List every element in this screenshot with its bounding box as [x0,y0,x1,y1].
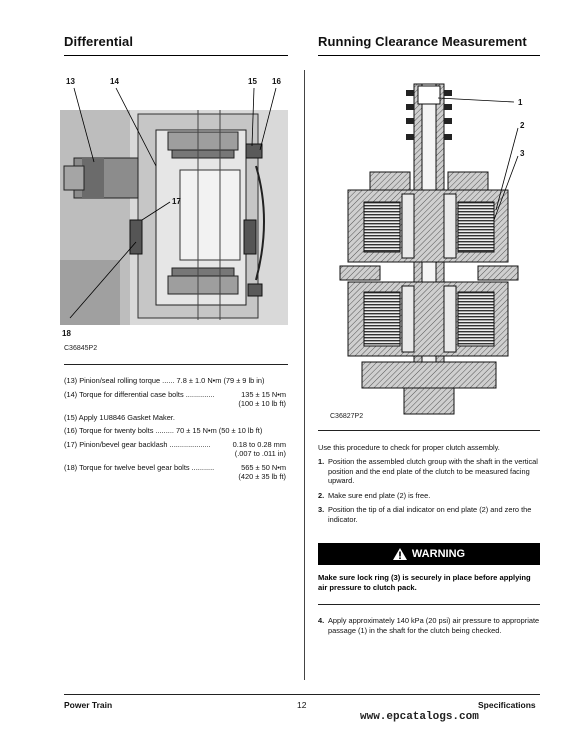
step-4-number: 4. [318,616,325,625]
step-2-text: Make sure end plate (2) is free. [328,490,431,500]
spec-18-label: (18) Torque for twelve bevel gear bolts ........... [64,462,215,472]
step-4-text: Apply approximately 140 kPa (20 psi) air pressure to appropriate passage (1) in the shaft for the clutch being checked. [328,616,540,635]
clutch-figure [318,70,540,425]
spec-14-imperial: (100 ± 10 lb ft) [238,399,286,408]
spec-14-metric: 135 ± 15 N•m [241,389,286,399]
procedure-steps [318,457,540,524]
step-3-text: Position the tip of a dial indicator on end plate (2) and zero the indicator. [328,505,532,524]
spec-13: (13) Pinion/seal rolling torque ...... 7.8 ± 1.0 N•m (79 ± 9 lb in) [64,376,265,385]
left-section-title: Differential [64,34,134,49]
left-title-rule [64,55,288,56]
spec-14-label: (14) Torque for differential case bolts .............. [64,389,215,399]
spec-18-metric: 565 ± 50 N•m [241,462,286,472]
procedure-intro: Use this procedure to check for proper clutch assembly. [318,443,500,452]
step-4 [318,616,540,635]
step-1-text: Position the assembled clutch group with the shaft in the vertical position and the end plate of the clutch to be measured facing upward. [328,457,538,485]
left-figure-rule [64,364,288,365]
warning-text: Make sure lock ring (3) is securely in place before applying air pressure to clutch pack. [318,573,531,592]
callout-17: 17 [172,197,181,206]
step-3-number: 3. [318,505,325,514]
callout-18: 18 [62,329,71,338]
right-figure-rule [318,430,540,431]
footer-section: Power Train [64,700,113,710]
warning-rule [318,604,540,605]
callout-14: 14 [110,77,119,86]
warning-banner [318,543,540,565]
callout-16: 16 [272,77,281,86]
spec-17 [64,440,286,450]
spec-16: (16) Torque for twenty bolts ......... 70 ± 15 N•m (50 ± 10 lb ft) [64,426,263,435]
callout-2: 2 [520,121,525,130]
step-2-number: 2. [318,490,325,500]
spec-14 [64,390,286,400]
spec-17-imperial: (.007 to .011 in) [234,449,286,458]
step-1 [318,457,540,486]
callout-15: 15 [248,77,257,86]
watermark: www.epcatalogs.com [360,711,479,723]
callout-1: 1 [518,98,523,107]
callout-13: 13 [66,77,75,86]
spec-18-imperial: (420 ± 35 lb ft) [238,472,286,481]
differential-figure-code: C36845P2 [64,345,98,352]
step-3 [318,505,540,524]
warning-triangle-icon [393,548,407,560]
spec-15: (15) Apply 1U8846 Gasket Maker. [64,412,175,422]
spec-17-metric: 0.18 to 0.28 mm [232,439,286,449]
clutch-figure-code: C36827P2 [330,413,364,420]
differential-figure [60,70,288,340]
page-number: 12 [297,700,307,710]
footer-chapter: Specifications [478,700,536,710]
footer-rule [64,694,540,695]
warning-label: WARNING [411,548,466,560]
column-divider [304,70,305,680]
callout-3: 3 [520,149,525,158]
step-2 [318,491,540,501]
spec-17-label: (17) Pinion/bevel gear backlash .................... [64,439,211,449]
right-section-title: Running Clearance Measurement [318,34,527,49]
spec-18 [64,463,286,473]
right-title-rule [318,55,540,56]
differential-specs [64,376,286,482]
step-1-number: 1. [318,457,325,466]
